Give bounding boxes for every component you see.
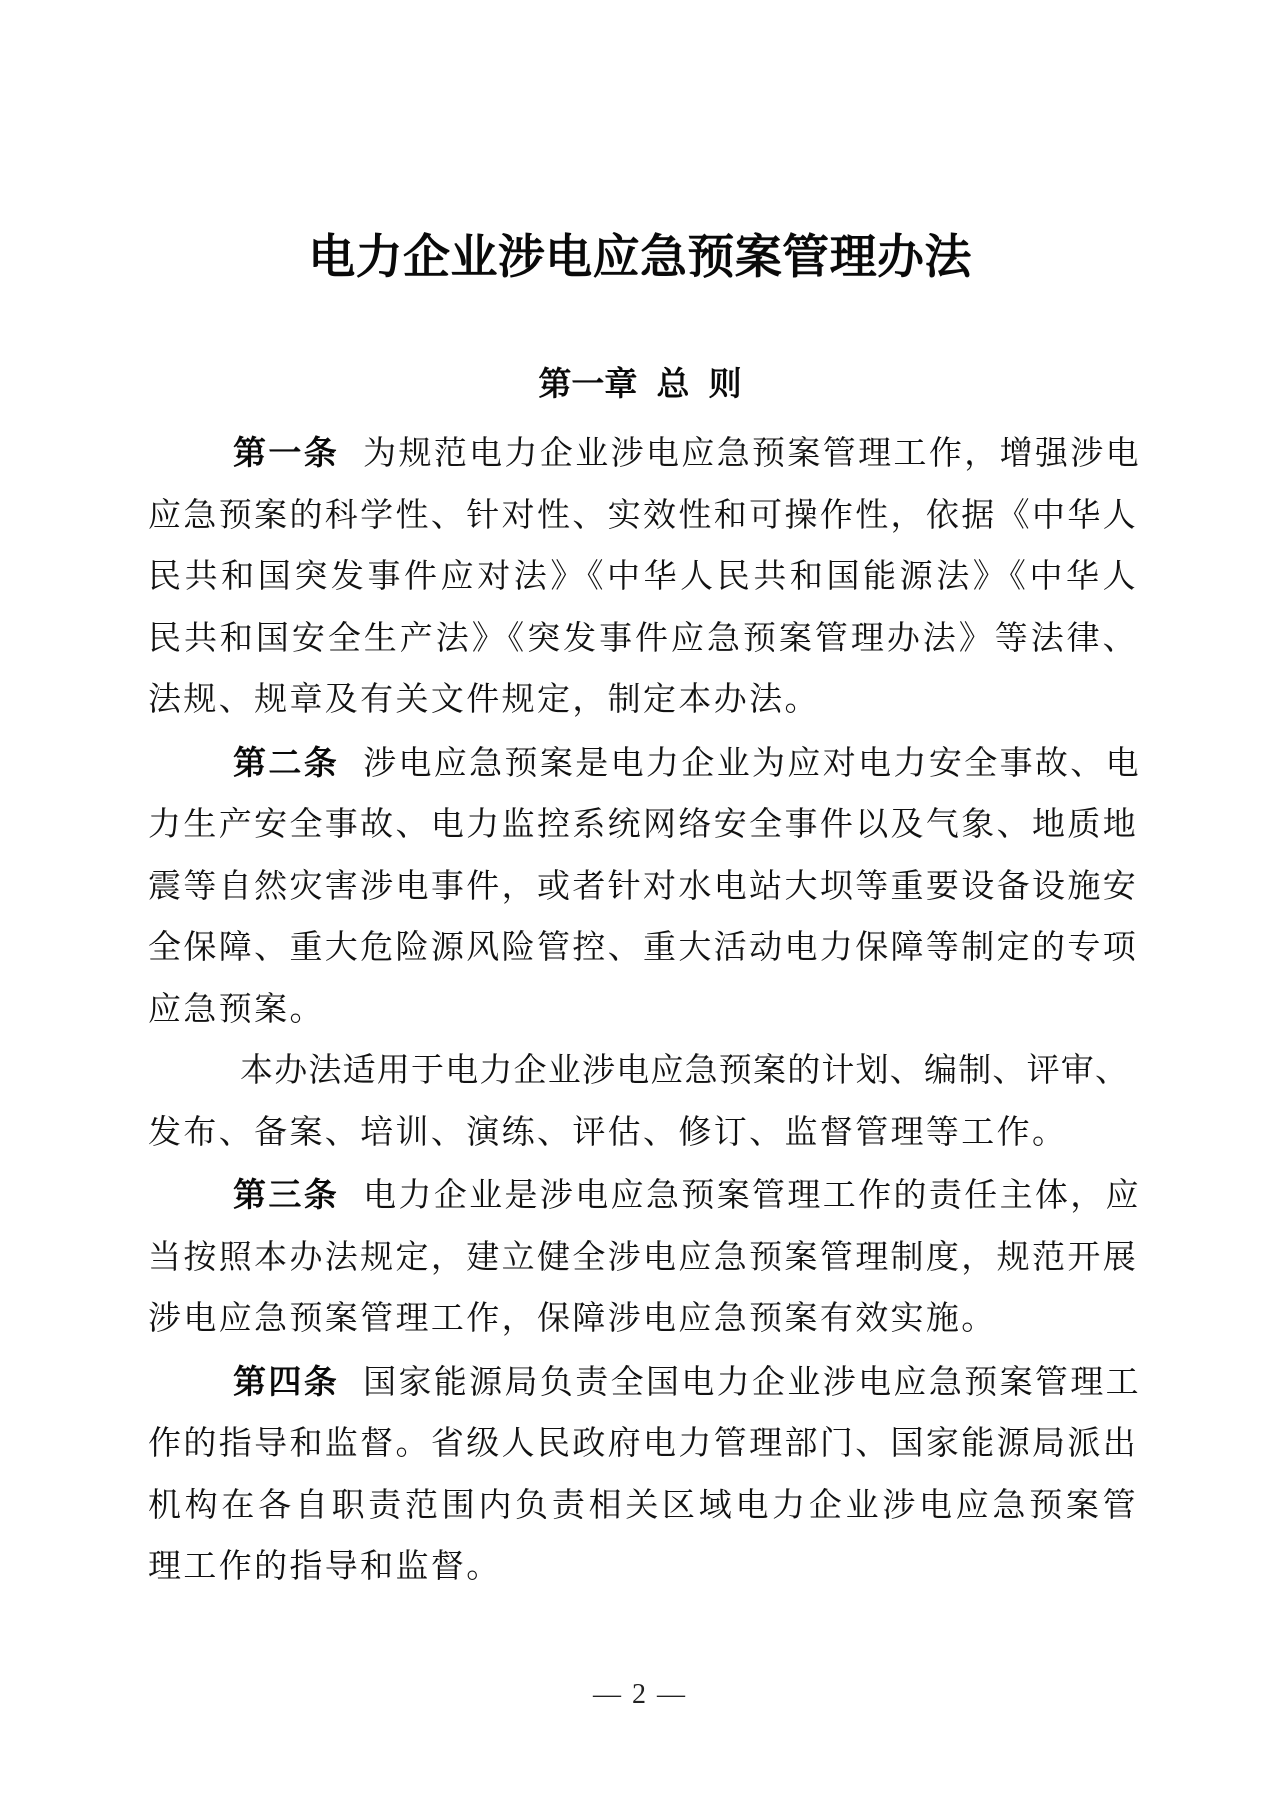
body-line [148,918,1138,980]
article-number: 第四条 [233,1362,340,1400]
line-text: 本办法适用于电力企业涉电应急预案的计划、编制、评审、 [240,1053,1130,1089]
body-line [148,1041,1138,1103]
body-line [148,1476,1138,1538]
document-body [148,422,1142,1599]
line-text: 民共和国安全生产法》《突发事件应急预案管理办法》等法律、 [148,620,1138,657]
line-text: 应急预案的科学性、针对性、实效性和可操作性，依据《中华人 [148,497,1139,534]
line-text: 电力企业是涉电应急预案管理工作的责任主体，应 [363,1178,1142,1214]
body-line [148,422,1142,486]
page-number: — 2 — [593,1678,687,1710]
body-line [148,1537,1138,1599]
line-text: 机构在各自职责范围内负责相关区域电力企业涉电应急预案管 [148,1487,1138,1524]
body-line [148,732,1142,796]
body-line [148,1289,1138,1351]
line-text: 法规、规章及有关文件规定，制定本办法。 [148,682,820,718]
article-number: 第二条 [233,743,340,781]
line-text: 涉电应急预案管理工作，保障涉电应急预案有效实施。 [148,1301,997,1337]
line-text: 当按照本办法规定，建立健全涉电应急预案管理制度，规范开展 [148,1239,1139,1276]
body-line [148,980,1138,1042]
body-line [148,670,1138,732]
body-line [148,1351,1142,1415]
body-line [148,1103,1138,1165]
chapter-heading: 第一章 总 则 [538,365,742,402]
article-number: 第一条 [233,434,340,471]
body-line [148,486,1138,548]
line-text: 国家能源局负责全国电力企业涉电应急预案管理工 [363,1364,1142,1401]
line-text: 全保障、重大危险源风险管控、重大活动电力保障等制定的专项 [148,930,1139,966]
line-text: 应急预案。 [148,991,325,1028]
line-text: 震等自然灾害涉电事件，或者针对水电站大坝等重要设备设施安 [148,868,1139,905]
line-text: 作的指导和监督。省级人民政府电力管理部门、国家能源局派出 [148,1426,1139,1462]
body-line [148,1228,1138,1290]
body-line [148,795,1138,857]
article-number: 第三条 [233,1176,340,1213]
body-line [148,609,1138,671]
line-text: 为规范电力企业涉电应急预案管理工作，增强涉电 [363,436,1142,472]
body-line [148,1414,1138,1476]
line-text: 民共和国突发事件应对法》《中华人民共和国能源法》《中华人 [148,559,1138,595]
body-line [148,857,1138,919]
line-text: 理工作的指导和监督。 [148,1549,502,1585]
body-line [148,547,1138,609]
line-text: 力生产安全事故、电力监控系统网络安全事件以及气象、地质地 [148,807,1139,843]
body-line [148,1164,1142,1228]
line-text: 发布、备案、培训、演练、评估、修订、监督管理等工作。 [148,1114,1068,1151]
document-title: 电力企业涉电应急预案管理办法 [308,232,972,284]
line-text: 涉电应急预案是电力企业为应对电力安全事故、电 [363,745,1142,782]
